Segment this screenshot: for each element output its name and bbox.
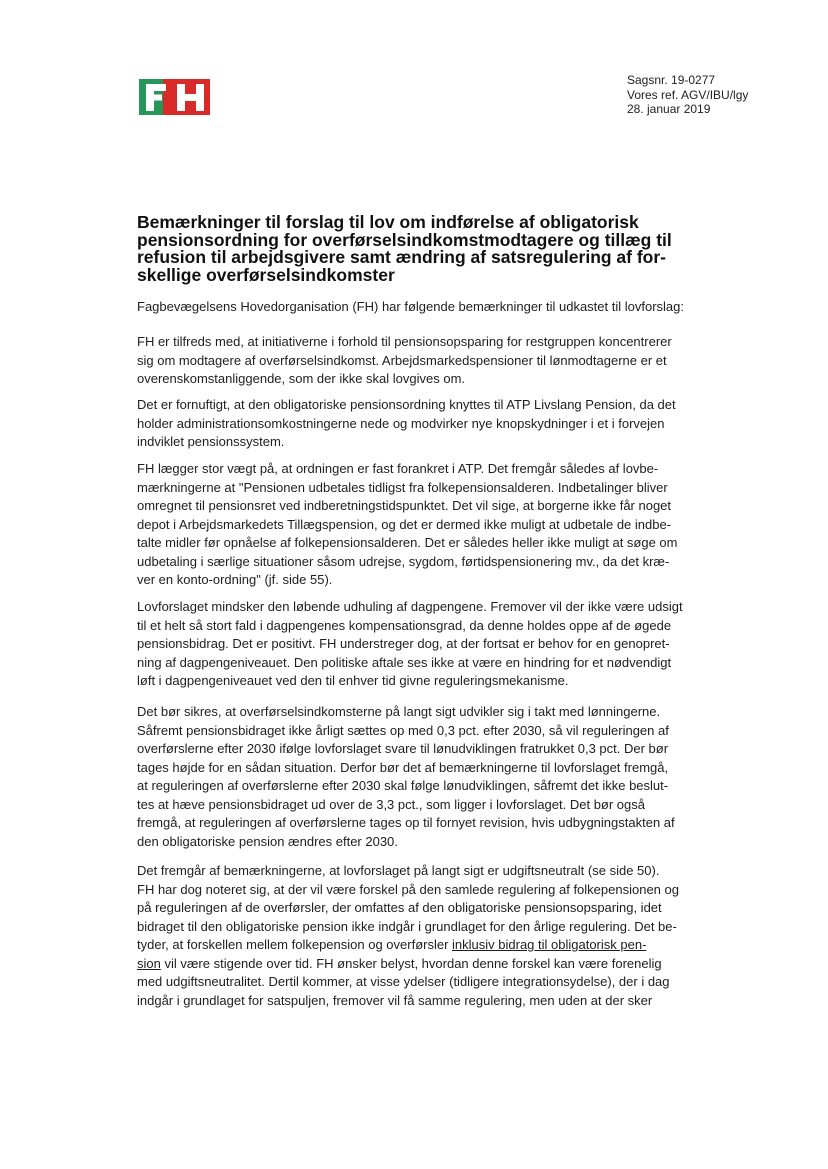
title-line: pensionsordning for overførselsindkomstmodtagere og tillæg til — [137, 229, 672, 250]
text-line: overførslerne efter 2030 ifølge lovforslaget svare til lønudviklingen fratrukket 0,3 pct. Der bør — [137, 741, 669, 756]
title-line: refusion til arbejdsgivere samt ændring af satsregulering af for- — [137, 247, 667, 267]
text-line: sig om modtagere af overførselsindkomst. Arbejdsmarkedspensioner til lønmodtagerne er et — [137, 352, 667, 368]
text-line: FH har dog noteret sig, at der vil være forskel på den samlede regulering af folkepensionen og — [137, 881, 679, 897]
text-line: ver en konto-ordning" (jf. side 55). — [137, 572, 333, 587]
paragraph — [137, 460, 737, 590]
text-segment: tyder, at forskellen mellem folkepension og overførsler — [137, 937, 453, 952]
text-line — [137, 936, 737, 955]
text-line: løft i dagpengeniveauet ved den til enhver tid givne reguleringsmekanisme. — [137, 673, 569, 688]
text-line: bidraget til den obligatoriske pension ikke indgår i grundlaget for den årlige regulering. Det be- — [137, 918, 677, 934]
text-line: overenskomstanliggende, som der ikke skal lovgives om. — [137, 371, 466, 386]
text-line: Såfremt pensionsbidraget ikke årligt sættes op med 0,3 pct. efter 2030, så vil reguleringen af — [137, 722, 669, 738]
text-line: på reguleringen af de overførsler, der omfattes af den obligatoriske pensionsopsparing, idet — [137, 900, 662, 915]
text-line: Fagbevægelsens Hovedorganisation (FH) har følgende bemærkninger til udkastet til lovforslag: — [137, 299, 684, 314]
document-meta — [627, 73, 748, 117]
paragraph — [137, 862, 737, 1010]
paragraph — [137, 598, 737, 691]
paragraph — [137, 333, 737, 389]
fh-logo — [137, 75, 212, 119]
underlined-text: sion — [137, 955, 161, 971]
underlined-text: inklusiv bidrag til obligatorisk pen- — [452, 937, 647, 952]
title-line: Bemærkninger til forslag til lov om indførelse af obligatorisk — [137, 212, 639, 232]
text-line: depot i Arbejdsmarkedets Tillægspension, og det er dermed ikke muligt at udbetale de indbe- — [137, 516, 672, 532]
fh-logo-mark — [137, 75, 212, 119]
text-line: Det bør sikres, at overførselsindkomsterne på langt sigt udvikler sig i takt med lønningerne. — [137, 704, 661, 719]
text-line: til et helt så stort fald i dagpengenes kompensationsgrad, da denne holdes oppe af de øgede — [137, 617, 672, 633]
text-line: tes at hæve pensionsbidraget ud over de 3,3 pct., som ligger i lovforslaget. Det bør også — [137, 796, 645, 812]
text-line: indgår i grundlaget for satspuljen, fremover vil få samme regulering, men uden at der sker — [137, 992, 653, 1008]
text-line: udbetaling i særlige situationer såsom udrejse, sygdom, førtidspensionering mv., da det kræ- — [137, 553, 670, 569]
reference: Vores ref. AGV/IBU/lgy — [627, 87, 749, 102]
text-line: talte midler før opnåelse af folkepensionsalderen. Det er således heller ikke muligt at søge om — [137, 535, 678, 550]
document-date: 28. januar 2019 — [627, 102, 711, 116]
text-line — [137, 955, 737, 974]
text-line: indviklet pensionssystem. — [137, 434, 285, 449]
title-line: skellige overførselsindkomster — [137, 264, 395, 285]
text-line: Lovforslaget mindsker den løbende udhuling af dagpengene. Fremover vil der ikke være udsigt — [137, 599, 683, 614]
text-line: pensionsbidrag. Det er positivt. FH understreger dog, at der fortsat er behov for en genopret- — [137, 636, 670, 651]
text-line: mærkningerne at "Pensionen udbetales tidligst fra folkepensionsalderen. Indbetalinger bliver — [137, 479, 668, 495]
text-line: at reguleringen af overførslerne efter 2030 skal følge lønudviklingen, såfremt det ikke beslut- — [137, 778, 669, 793]
text-line: Det fremgår af bemærkningerne, at lovforslaget på langt sigt er udgiftsneutralt (se side 50). — [137, 863, 660, 878]
text-line: FH er tilfreds med, at initiativerne i forhold til pensionsopsparing for restgruppen koncentrerer — [137, 334, 672, 349]
text-line: omregnet til pensionsret ved indberetningstidspunktet. Det vil sige, at borgerne ikke får noget — [137, 498, 672, 513]
text-line: FH lægger stor vægt på, at ordningen er fast forankret i ATP. Det fremgår således af lovbe- — [137, 461, 659, 476]
text-line: fremgå, at reguleringen af overførslerne tages op til fornyet revision, hvis udbygningstakten af — [137, 815, 675, 830]
paragraph — [137, 703, 737, 851]
document-title — [137, 214, 722, 284]
text-line: tages højde for en sådan situation. Derfor bør det af bemærkningerne til lovforslaget fremgå, — [137, 759, 669, 775]
case-number: Sagsnr. 19-0277 — [627, 73, 716, 87]
paragraph-intro — [137, 298, 737, 317]
text-line: holder administrationsomkostningerne nede og modvirker nye knopskydninger i et i forvejen — [137, 415, 665, 431]
paragraph — [137, 396, 737, 452]
text-line: ning af dagpengeniveauet. Den politiske aftale ses ikke at være en hindring for et nødvendigt — [137, 654, 672, 670]
text-line: med udgiftsneutralitet. Dertil kommer, at visse ydelser (tidligere integrationsydelse), der i dag — [137, 974, 670, 989]
text-line: den obligatoriske pension ændres efter 2030. — [137, 833, 398, 849]
text-line: Det er fornuftigt, at den obligatoriske pensionsordning knyttes til ATP Livslang Pension, da det — [137, 397, 676, 412]
text-segment: vil være stigende over tid. FH ønsker belyst, hvordan denne forskel kan være forenelig — [160, 955, 662, 971]
